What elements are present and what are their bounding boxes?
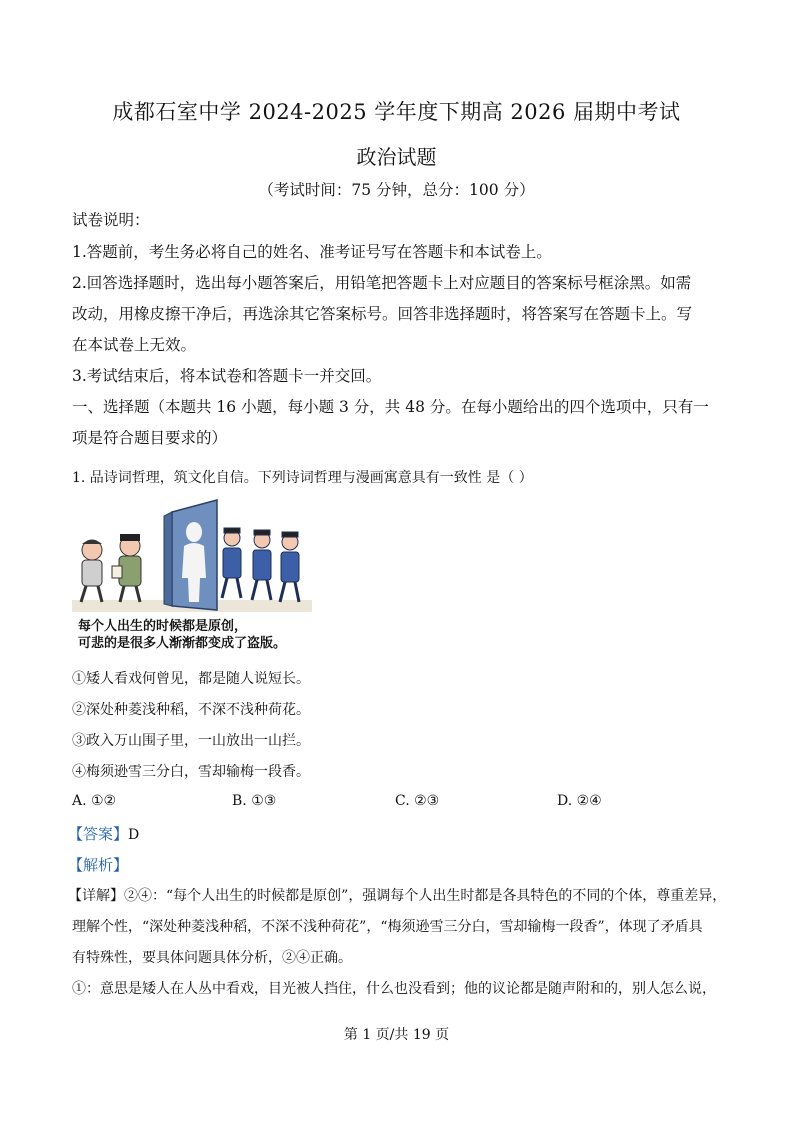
exam-subject: 政治试题: [356, 145, 437, 169]
analysis-line: [68, 854, 128, 875]
instruction-2-line-1: 2.回答选择题时，选出每小题答案后，用铅笔把答题卡上对应题目的答案标号框涂黑。如需: [72, 274, 692, 292]
poem-1: ①矮人看戏何曾见，都是随人说短长。: [72, 671, 310, 687]
cartoon-caption: [78, 618, 286, 652]
instruction-2-line-3: 在本试卷上无效。: [72, 336, 197, 354]
answer-value: D: [128, 827, 140, 843]
section-1-heading-line-1: 一、选择题（本题共 16 小题，每小题 3 分，共 48 分。在每小题给出的四个选项中，只有一: [72, 398, 709, 416]
option-d: D. ②④: [557, 793, 602, 809]
question-1-stem: 1. 品诗词哲理，筑文化自信。下列诗词哲理与漫画寓意具有一致性 是（ ）: [72, 470, 533, 486]
instruction-2-line-2: 改动，用橡皮擦干净后，再选涂其它答案标号。回答非选择题时，将答案写在答题卡上。写: [72, 305, 693, 323]
instructions-heading: 试卷说明：: [72, 211, 150, 229]
page-number: 第 1 页/共 19 页: [343, 1027, 450, 1043]
exam-title: 成都石室中学 2024-2025 学年度下期高 2026 届期中考试: [112, 100, 681, 124]
analysis-tag: 【解析】: [68, 856, 129, 874]
answer-line: [68, 823, 139, 844]
poem-4: ④梅须逊雪三分白，雪却输梅一段香。: [72, 764, 310, 780]
cartoon-caption-line-2: 可悲的是很多人渐渐都变成了盗版。: [78, 636, 287, 651]
instruction-1: 1.答题前，考生务必将自己的姓名、准考证号写在答题卡和本试卷上。: [72, 243, 552, 261]
detail-text-1: ②④：“每个人出生的时候都是原创”，强调每个人出生时都是各具特色的不同的个体，尊重差异，: [124, 888, 727, 904]
poem-2: ②深处种菱浅种稻，不深不浅种荷花。: [72, 702, 310, 718]
option-c: C. ②③: [395, 793, 440, 809]
cartoon-caption-line-1: 每个人出生的时候都是原创，: [78, 619, 248, 634]
detail-line-3: 有特殊性，要具体问题具体分析，②④正确。: [72, 950, 352, 966]
poem-3: ③政入万山围子里，一山放出一山拦。: [72, 733, 310, 749]
option-a: A. ①②: [72, 793, 117, 809]
instruction-3: 3.考试结束后，将本试卷和答题卡一并交回。: [72, 367, 382, 385]
detail-tag: 【详解】: [68, 888, 124, 904]
section-1-heading-line-2: 项是符合题目要求的）: [72, 429, 228, 447]
exam-time-score: （考试时间：75 分钟，总分：100 分）: [258, 181, 535, 199]
answer-tag: 【答案】: [68, 825, 129, 843]
detail-line-1: [68, 885, 726, 905]
detail-line-2: 理解个性，“深处种菱浅种稻，不深不浅种荷花”，“梅须逊雪三分白，雪却输梅一段香”，体现了矛盾具: [72, 919, 703, 935]
detail-line-4: ①：意思是矮人在人丛中看戏，目光被人挡住，什么也没看到；他的议论都是随声附和的，别人怎么说，: [72, 981, 716, 997]
option-b: B. ①③: [232, 793, 277, 809]
